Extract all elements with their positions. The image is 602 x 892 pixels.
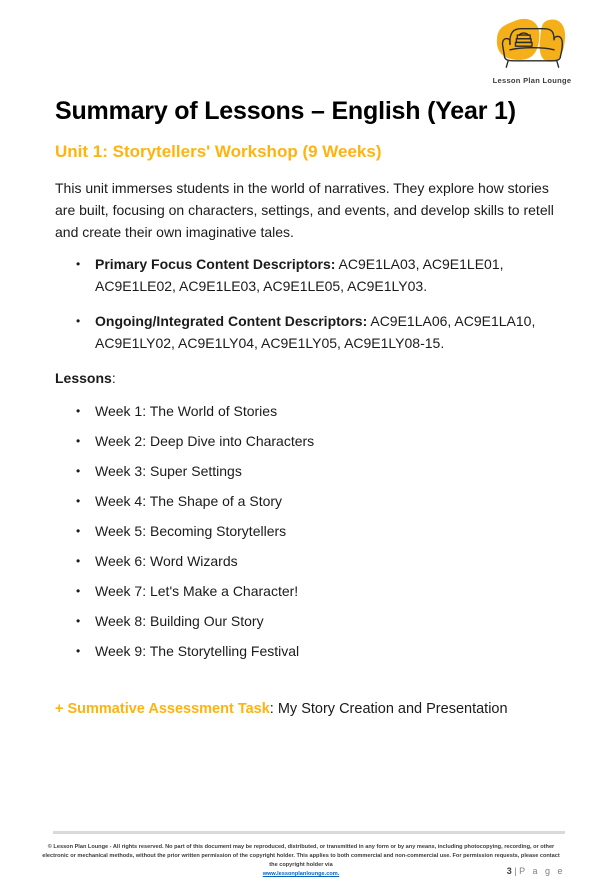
footer-divider: [53, 831, 565, 834]
brand-name: Lesson Plan Lounge: [492, 76, 572, 85]
list-item: • Week 5: Becoming Storytellers: [75, 520, 565, 542]
list-item: • Week 4: The Shape of a Story: [75, 490, 565, 512]
lessons-heading: Lessons:: [55, 370, 116, 386]
unit-heading: Unit 1: Storytellers' Workshop (9 Weeks): [55, 142, 382, 161]
summative-assessment-line: [55, 698, 565, 720]
copyright-line2: mechanical methods, without the prior written permission of the copyright holder. This applies to both commercial and non-commercial use. For permission requests, please contact the copyright holder via: [77, 853, 560, 868]
document-content: [55, 97, 565, 720]
assessment-label: + Summative Assessment Task: [55, 701, 270, 717]
copyright-notice: [40, 843, 562, 879]
list-item: • Week 2: Deep Dive into Characters: [75, 430, 565, 452]
list-item: • Week 8: Building Our Story: [75, 610, 565, 632]
lessons-list: [55, 400, 565, 662]
copyright-line1: © Lesson Plan Lounge - All rights reserved. No part of this document may be reproduced, distributed, or transmitted in any form or by any means, including photocopying, recording, or other electronic or: [42, 844, 555, 859]
descriptor-label: Ongoing/Integrated Content Descriptors:: [95, 313, 368, 329]
descriptor-label: Primary Focus Content Descriptors:: [95, 256, 336, 272]
page-number: 3 | P a g e: [506, 866, 565, 876]
couch-logo-icon: [486, 14, 578, 70]
assessment-text: : My Story Creation and Presentation: [269, 701, 508, 717]
descriptor-list: [55, 253, 565, 354]
list-item: • Week 3: Super Settings: [75, 460, 565, 482]
list-item: [75, 310, 565, 354]
list-item: • Week 6: Word Wizards: [75, 550, 565, 572]
page-title: Summary of Lessons – English (Year 1): [55, 97, 516, 125]
list-item: [75, 253, 565, 297]
brand-logo: [482, 14, 582, 85]
descriptor-codes: AC9E1LA03, AC9E1LE01, AC9E1LE02, AC9E1LE03, AC9E1LE05, AC9E1LY03.: [95, 256, 504, 294]
unit-intro-paragraph: This unit immerses students in the world of narratives. They explore how stories are built, focusing on characters, settings, and events, and develop skills to retell and create their own imaginative tales.: [55, 180, 554, 240]
list-item: • Week 9: The Storytelling Festival: [75, 640, 565, 662]
website-link[interactable]: www.lessonplanlounge.com.: [262, 871, 340, 877]
descriptor-codes: AC9E1LA06, AC9E1LA10, AC9E1LY02, AC9E1LY04, AC9E1LY05, AC9E1LY08-15.: [95, 313, 536, 351]
list-item: • Week 7: Let's Make a Character!: [75, 580, 565, 602]
list-item: • Week 1: The World of Stories: [75, 400, 565, 422]
